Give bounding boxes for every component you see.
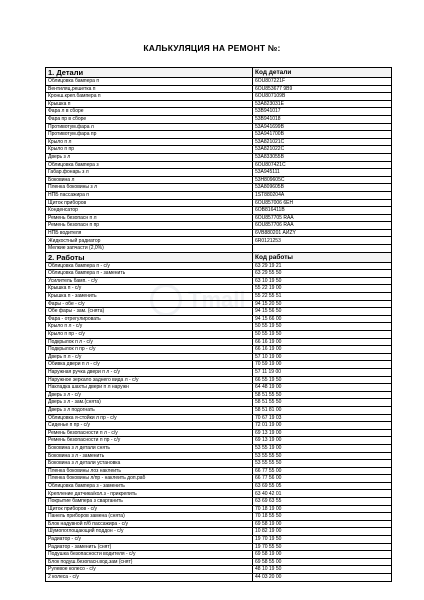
parts-section-title: 1. Детали: [46, 68, 253, 78]
parts-item-code: 53А833055В: [253, 153, 392, 161]
works-item-name: Блок надувной п/б пассажира - с/у: [46, 520, 253, 528]
works-item-name: Ремень безопасности п пр - с/у: [46, 437, 253, 445]
table-row: [46, 100, 392, 108]
works-item-code: 66 55 19 50: [253, 376, 392, 384]
parts-item-code: 53В941018: [253, 115, 392, 123]
parts-item-code: 6ОU807109В: [253, 93, 392, 101]
parts-item-code: 6VВ880201 АЙZY: [253, 229, 392, 237]
works-item-name: Дверь п л - с/у: [46, 353, 253, 361]
parts-item-name: Крыло п л: [46, 138, 253, 146]
table-row: [46, 414, 392, 422]
works-item-code: 69 58 19 00: [253, 520, 392, 528]
table-row: [46, 361, 392, 369]
parts-item-code: 53А809605В: [253, 184, 392, 192]
parts-item-code: 1ST880204А: [253, 191, 392, 199]
table-row: [46, 384, 392, 392]
table-row: [46, 214, 392, 222]
table-row: [46, 543, 392, 551]
parts-item-code: 6ОВ816411В: [253, 207, 392, 215]
table-row: [46, 391, 392, 399]
works-item-code: 66 16 19 00: [253, 338, 392, 346]
works-item-code: 57 11 19 00: [253, 368, 392, 376]
table-row: [46, 93, 392, 101]
table-row: [46, 490, 392, 498]
table-row: [46, 184, 392, 192]
parts-item-name: Мелкие запчасти (2,0%): [46, 245, 253, 253]
works-item-name: Крыло п пр - с/у: [46, 331, 253, 339]
works-item-name: Крышка п - заменить: [46, 293, 253, 301]
table-row: [46, 270, 392, 278]
works-item-name: Крыло п л - с/у: [46, 323, 253, 331]
works-item-code: 72 01 19 00: [253, 422, 392, 430]
parts-item-code: 6ОU807421С: [253, 161, 392, 169]
works-item-name: Рулевое колесо - с/у: [46, 566, 253, 574]
table-row: [46, 262, 392, 270]
table-row: [46, 315, 392, 323]
table-row: [46, 229, 392, 237]
works-section-title: 2. Работы: [46, 252, 253, 262]
table-row: [46, 551, 392, 559]
works-item-name: Боковина з л детали установка: [46, 460, 253, 468]
works-item-name: Панель приборов замена (снята): [46, 513, 253, 521]
works-item-name: Боковина з л детали снять: [46, 444, 253, 452]
works-item-code: 63 40 42 01: [253, 490, 392, 498]
calculation-table: [45, 67, 392, 582]
parts-item-code: 6ОU857705 RАА: [253, 214, 392, 222]
parts-item-name: Пленка боковины з л: [46, 184, 253, 192]
works-item-code: 94 15 56 50: [253, 308, 392, 316]
works-item-code: 19 70 19 50: [253, 536, 392, 544]
table-row: [46, 123, 392, 131]
table-row: [46, 207, 392, 215]
works-item-name: Ремень безопасности п л - с/у: [46, 429, 253, 437]
table-row: [46, 437, 392, 445]
table-row: [46, 176, 392, 184]
works-item-name: Подкрылок п пр - с/у: [46, 346, 253, 354]
works-item-name: Облицовка бампера п - с/у: [46, 262, 253, 270]
works-item-code: 58 51 81 00: [253, 406, 392, 414]
parts-item-name: Облицовка бампера п: [46, 78, 253, 86]
table-row: [46, 346, 392, 354]
works-item-code: 69 58 55 00: [253, 558, 392, 566]
parts-item-name: Кронш.креп.бампера п: [46, 93, 253, 101]
table-row: [46, 475, 392, 483]
table-row: [46, 422, 392, 430]
parts-item-code: 53А823031Е: [253, 100, 392, 108]
table-row: [46, 338, 392, 346]
works-item-code: 63 69 63 55: [253, 498, 392, 506]
page-title: КАЛЬКУЛЯЦИЯ НА РЕМОНТ №:: [143, 43, 281, 53]
parts-item-code: 53В941017: [253, 108, 392, 116]
table-row: [46, 138, 392, 146]
table-row: [46, 399, 392, 407]
table-row: [46, 237, 392, 245]
table-row: [46, 85, 392, 93]
works-item-name: Обе фары - зам. (снята): [46, 308, 253, 316]
parts-item-code: 6ОU853677 9В9: [253, 85, 392, 93]
parts-item-name: Вентиляц.решетка п: [46, 85, 253, 93]
works-item-name: Покрытие бампера з сварганить: [46, 498, 253, 506]
table-row: [46, 558, 392, 566]
works-item-name: 2 колеса - с/у: [46, 574, 253, 582]
works-item-code: 53 55 19 00: [253, 444, 392, 452]
parts-item-name: Крыло п пр: [46, 146, 253, 154]
parts-section-header: [46, 68, 392, 78]
table-row: [46, 528, 392, 536]
table-row: [46, 191, 392, 199]
table-row: [46, 513, 392, 521]
works-item-code: 63 69 55 05: [253, 482, 392, 490]
table-row: [46, 498, 392, 506]
parts-code-column-header: Код детали: [253, 68, 392, 78]
works-item-code: 53 55 55 50: [253, 460, 392, 468]
works-item-name: Облицовка бампера п - заменить: [46, 270, 253, 278]
table-row: [46, 300, 392, 308]
table-row: [46, 460, 392, 468]
works-item-code: 64 48 19 00: [253, 384, 392, 392]
works-item-code: 66 16 19 00: [253, 346, 392, 354]
works-item-name: Радиатор - заменить (снят): [46, 543, 253, 551]
works-item-name: Фары - обе - с/у: [46, 300, 253, 308]
table-row: [46, 245, 392, 253]
works-item-name: Крышка п - с/у: [46, 285, 253, 293]
table-row: [46, 222, 392, 230]
table-row: [46, 331, 392, 339]
works-item-name: Облицовка бампера з - заменить: [46, 482, 253, 490]
parts-item-name: Жидкостный радиатор: [46, 237, 253, 245]
parts-item-code: 6ОU807221F: [253, 78, 392, 86]
works-item-name: Подкрылок п л - с/у: [46, 338, 253, 346]
works-item-name: Дверь з л - с/у: [46, 391, 253, 399]
parts-item-name: Ремень безопасн п л: [46, 214, 253, 222]
works-section-header: [46, 252, 392, 262]
works-item-name: Подушка безопасности водителя - с/у: [46, 551, 253, 559]
table-row: [46, 505, 392, 513]
works-item-code: 94 15 20 50: [253, 300, 392, 308]
table-row: [46, 406, 392, 414]
table-row: [46, 199, 392, 207]
table-row: [46, 161, 392, 169]
works-item-code: 58 51 55 50: [253, 399, 392, 407]
works-item-name: Накладка шахты двери п л наружн: [46, 384, 253, 392]
works-item-name: Блок подуш.безопасн.вод.зам (снят): [46, 558, 253, 566]
parts-item-name: Конденсатор: [46, 207, 253, 215]
parts-item-name: Крышка п: [46, 100, 253, 108]
works-item-code: 63 10 19 50: [253, 277, 392, 285]
works-item-code: 57 10 19 00: [253, 353, 392, 361]
parts-item-name: Щиток приборов: [46, 199, 253, 207]
parts-item-code: 53А941699В: [253, 123, 392, 131]
works-item-code: 58 51 55 50: [253, 391, 392, 399]
parts-item-code: 6ОU857006 6ЕН: [253, 199, 392, 207]
works-item-code: 70 18 19 00: [253, 505, 392, 513]
works-item-name: Дверь з л подогнать: [46, 406, 253, 414]
parts-item-name: Боковина л: [46, 176, 253, 184]
table-row: [46, 285, 392, 293]
works-item-name: Пленка боковины л/пр - наклеить доп.раб: [46, 475, 253, 483]
table-row: [46, 444, 392, 452]
works-item-name: Креплениe датчика/кол.з - прикрепить: [46, 490, 253, 498]
table-row: [46, 293, 392, 301]
works-item-code: 70 67 19 03: [253, 414, 392, 422]
table-row: [46, 146, 392, 154]
works-item-code: 70 59 19 00: [253, 361, 392, 369]
works-item-code: 48 10 19 50: [253, 566, 392, 574]
works-item-code: 10 82 19 00: [253, 528, 392, 536]
parts-item-code: 53А821021С: [253, 138, 392, 146]
parts-item-name: Фара пр в сборе: [46, 115, 253, 123]
parts-item-code: 53А945111: [253, 169, 392, 177]
table-row: [46, 376, 392, 384]
parts-item-code: [253, 245, 392, 253]
works-item-name: Дверь з л - зам.(снята): [46, 399, 253, 407]
parts-item-code: 53А821022С: [253, 146, 392, 154]
works-item-name: Наружная ручка двери п л - с/у: [46, 368, 253, 376]
works-item-code: 94 15 66 00: [253, 315, 392, 323]
parts-item-name: НПБ водителя: [46, 229, 253, 237]
table-row: [46, 520, 392, 528]
parts-item-code: 6ОU857706 RАА: [253, 222, 392, 230]
parts-item-name: Габар.фонарь з л: [46, 169, 253, 177]
table-row: [46, 452, 392, 460]
works-item-code: 55 22 19 00: [253, 285, 392, 293]
works-item-code: 66 77 55 00: [253, 467, 392, 475]
works-code-column-header: Код работы: [253, 252, 392, 262]
parts-item-code: 6R0121253: [253, 237, 392, 245]
works-item-name: Сиденье п пр - с/у: [46, 422, 253, 430]
table-row: [46, 368, 392, 376]
table-row: [46, 574, 392, 582]
parts-item-name: Облицовка бампера з: [46, 161, 253, 169]
works-item-code: 55 22 55 51: [253, 293, 392, 301]
calculation-table-body: [46, 68, 392, 582]
table-row: [46, 115, 392, 123]
parts-item-name: Противотум.фара л: [46, 123, 253, 131]
table-row: [46, 308, 392, 316]
works-item-name: Шумопоглощающий поддон - с/у: [46, 528, 253, 536]
table-row: [46, 153, 392, 161]
works-item-code: 53 55 55 50: [253, 452, 392, 460]
watermark-text: Tmall: [188, 287, 246, 312]
table-row: [46, 536, 392, 544]
works-item-code: 50 55 19 50: [253, 323, 392, 331]
works-item-code: 69 13 19 00: [253, 437, 392, 445]
works-item-code: 63 29 19 21: [253, 262, 392, 270]
parts-item-name: НПБ пассажира п: [46, 191, 253, 199]
works-item-name: Пленка боковины лоз наклеить: [46, 467, 253, 475]
table-row: [46, 78, 392, 86]
parts-item-name: Противотум.фара пр: [46, 131, 253, 139]
parts-item-code: 53Н809605С: [253, 176, 392, 184]
table-row: [46, 131, 392, 139]
works-item-name: Обивка двери п л - с/у: [46, 361, 253, 369]
works-item-name: Радиатор - с/у: [46, 536, 253, 544]
works-item-code: 69 58 19 00: [253, 551, 392, 559]
table-row: [46, 169, 392, 177]
table-row: [46, 482, 392, 490]
table-row: [46, 108, 392, 116]
works-item-code: 69 13 19 00: [253, 429, 392, 437]
table-row: [46, 429, 392, 437]
table-row: [46, 277, 392, 285]
works-item-code: 66 77 56 00: [253, 475, 392, 483]
works-item-code: 50 55 19 50: [253, 331, 392, 339]
works-item-code: 70 18 55 50: [253, 513, 392, 521]
parts-item-code: 53А941700В: [253, 131, 392, 139]
table-row: [46, 323, 392, 331]
table-row: [46, 467, 392, 475]
parts-item-name: Ремень безопасн п пр: [46, 222, 253, 230]
works-item-code: 63 29 55 50: [253, 270, 392, 278]
parts-item-name: Дверь з л: [46, 153, 253, 161]
works-item-name: Усилитель бамп. - с/у: [46, 277, 253, 285]
works-item-name: Наружное зеркало заднего вида л - с/у: [46, 376, 253, 384]
table-row: [46, 353, 392, 361]
table-row: [46, 566, 392, 574]
works-item-code: 19 70 55 50: [253, 543, 392, 551]
works-item-name: Облицовка я-стойки л пр - с/у: [46, 414, 253, 422]
works-item-code: 44 03 20 00: [253, 574, 392, 582]
works-item-name: Щиток приборов - с/у: [46, 505, 253, 513]
parts-item-name: Фара л в сборе: [46, 108, 253, 116]
works-item-name: Боковина з л - заменить: [46, 452, 253, 460]
works-item-name: Фара - отрегулировать: [46, 315, 253, 323]
